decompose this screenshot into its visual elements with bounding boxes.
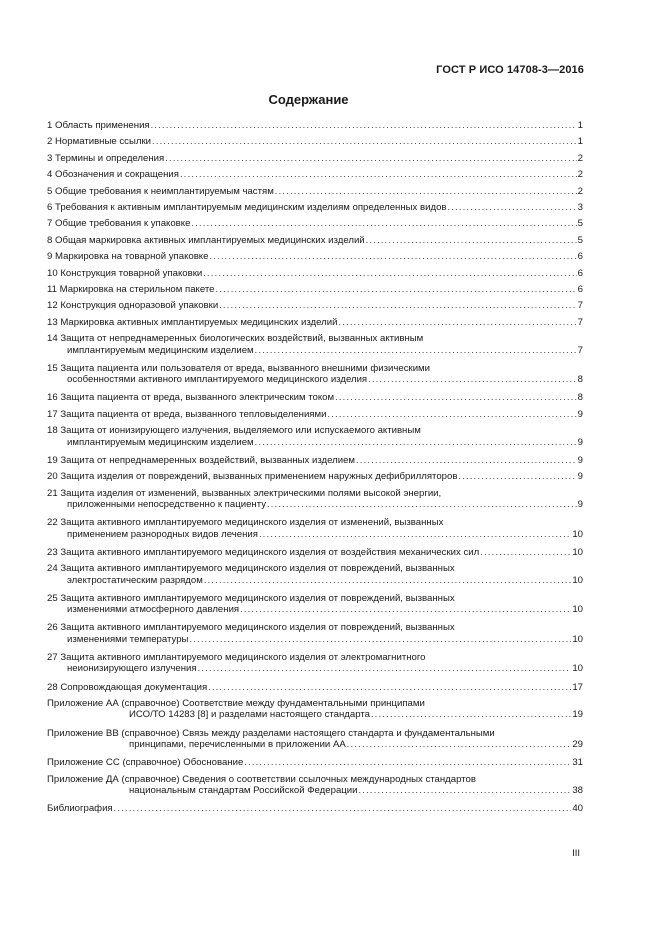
toc-entry[interactable]: [47, 803, 583, 814]
toc-entry-text: 27 Защита активного имплантируемого медицинского изделия от электромагнитного: [47, 652, 426, 663]
toc-entry[interactable]: [47, 268, 583, 279]
toc-page-number: 31: [572, 757, 583, 769]
toc-entry-text: 19 Защита от непреднамеренных воздействий, вызванных изделием: [47, 454, 356, 466]
toc-leader-dots: [480, 547, 571, 558]
toc-page-number: 2: [577, 185, 583, 197]
toc-page-number: 8: [577, 392, 583, 404]
toc-entry-text: имплантируемым медицинским изделием: [67, 344, 254, 356]
toc-leader-dots: [240, 604, 571, 615]
toc-page-number: 8: [577, 374, 583, 386]
toc-entry[interactable]: [47, 153, 583, 164]
toc-leader-dots: [338, 317, 576, 328]
toc-entry[interactable]: [47, 317, 583, 328]
toc-entry-text: 5 Общие требования к неимплантируемым частям: [47, 185, 274, 197]
toc-entry[interactable]: [47, 622, 583, 645]
toc-leader-dots: [208, 682, 571, 693]
toc-page-number: 17: [572, 681, 583, 693]
toc-entry[interactable]: [47, 593, 583, 616]
toc-page-number: 3: [577, 202, 583, 213]
toc-entry-text: 26 Защита активного имплантируемого медицинского изделия от повреждений, вызванных: [47, 622, 455, 634]
toc-page-number: 9: [577, 436, 583, 448]
toc-entry-text: 11 Маркировка на стерильном пакете: [47, 284, 215, 295]
toc-page-number: 10: [572, 574, 583, 586]
toc-entry-text: изменениями атмосферного давления: [67, 604, 240, 616]
toc-leader-dots: [255, 437, 577, 448]
toc-entry-text: 4 Обозначения и сокращения: [47, 169, 179, 181]
toc-page-number: 7: [577, 316, 583, 328]
toc-entry-text: 14 Защита от непреднамеренных биологических воздействий, вызванных активным: [47, 333, 424, 345]
toc-leader-dots: [275, 186, 577, 197]
toc-page-number: 40: [572, 803, 583, 815]
toc-page-number: 9: [577, 454, 583, 466]
toc-title: Содержание: [268, 92, 349, 107]
toc-leader-dots: [267, 499, 577, 510]
toc-entry[interactable]: [47, 333, 583, 356]
toc-entry-text: 9 Маркировка на товарной упаковке: [47, 251, 209, 263]
toc-page-number: 7: [577, 344, 583, 356]
toc-entry-text: 17 Защита пациента от вреда, вызванного тепловыделениями: [47, 408, 327, 420]
toc-entry-text: 24 Защита активного имплантируемого медицинского изделия от повреждений, вызванных: [47, 563, 455, 575]
toc-entry-text: 15 Защита пациента или пользователя от вреда, вызванного внешними физическими: [47, 362, 431, 374]
toc-entry[interactable]: [47, 136, 583, 147]
toc-leader-dots: [191, 218, 576, 229]
toc-entry[interactable]: [47, 202, 583, 213]
toc-page-number: 5: [577, 218, 583, 230]
toc-entry-text: ИСО/ТО 14283 [8] и разделами настоящего стандарта: [129, 709, 370, 721]
toc-entry-text: 28 Сопровождающая документация: [47, 681, 208, 693]
toc-entry-text: 7 Общие требования к упаковке: [47, 218, 191, 230]
toc-entry[interactable]: [47, 120, 583, 131]
toc-entry[interactable]: [47, 517, 583, 540]
toc-entry[interactable]: [47, 774, 583, 797]
toc-entry[interactable]: [47, 652, 583, 675]
toc-leader-dots: [347, 739, 572, 750]
toc-leader-dots: [359, 785, 572, 796]
toc-entry-text: 22 Защита активного имплантируемого медицинского изделия от изменений, вызванных: [47, 517, 444, 529]
toc-entry[interactable]: [47, 218, 583, 229]
toc-entry-text: особенностями активного имплантируемого медицинского изделия: [67, 374, 368, 386]
toc-entry[interactable]: [47, 169, 583, 180]
toc-page-number: 10: [572, 546, 583, 558]
toc-entry-text: приложенными непосредственно к пациенту: [67, 498, 266, 510]
toc-entry-text: Приложение СС (справочное) Обоснование: [47, 757, 244, 769]
toc-entry-text: 2 Нормативные ссылки: [47, 136, 152, 148]
toc-entry-text: электростатическим разрядом: [67, 574, 203, 586]
toc-page-number: 29: [572, 738, 583, 750]
toc-leader-dots: [458, 471, 576, 482]
toc-leader-dots: [189, 634, 571, 645]
toc-page-number: 6: [577, 284, 583, 295]
toc-leader-dots: [371, 709, 571, 720]
toc-entry-text: применением разнородных видов лечения: [67, 528, 258, 540]
toc-page-number: 6: [577, 251, 583, 263]
toc-entry[interactable]: [47, 251, 583, 262]
toc-leader-dots: [216, 284, 577, 295]
toc-leader-dots: [366, 235, 577, 246]
toc-entry-text: национальным стандартам Российской Федерации: [129, 784, 358, 796]
toc-entry-text: 3 Термины и определения: [47, 152, 165, 164]
toc-leader-dots: [204, 575, 572, 586]
toc-leader-dots: [244, 757, 571, 768]
toc-entry[interactable]: [47, 488, 583, 511]
toc-entry[interactable]: [47, 547, 583, 558]
toc-entry-text: 25 Защита активного имплантируемого медицинского изделия от повреждений, вызванных: [47, 592, 455, 604]
toc-leader-dots: [114, 803, 572, 814]
toc-page-number: 10: [572, 633, 583, 645]
toc-page-number: 1: [577, 136, 583, 148]
toc-leader-dots: [219, 300, 576, 311]
toc-entry-text: принципами, перечисленными в приложении АА: [129, 738, 346, 750]
toc-entry[interactable]: [47, 728, 583, 751]
toc-page-number: 10: [572, 663, 583, 675]
toc-page-number: 6: [577, 267, 583, 279]
toc-leader-dots: [152, 136, 577, 147]
toc-page-number: 19: [572, 709, 583, 721]
toc-page-number: 9: [577, 471, 583, 483]
toc-entry-text: Приложение АА (справочное) Соответствие между фундаментальными принципами: [47, 698, 425, 709]
toc-leader-dots: [255, 345, 577, 356]
toc-leader-dots: [356, 455, 577, 466]
toc-page-number: 10: [572, 528, 583, 540]
toc-leader-dots: [209, 251, 576, 262]
toc-page-number: 7: [577, 300, 583, 312]
toc-leader-dots: [203, 268, 576, 279]
toc-leader-dots: [368, 374, 577, 385]
toc-entry[interactable]: [47, 425, 583, 448]
toc-leader-dots: [151, 120, 577, 131]
toc-entry[interactable]: [47, 563, 583, 586]
toc-entry[interactable]: [47, 698, 583, 721]
toc-entry-text: изменениями температуры: [67, 633, 189, 645]
toc-entry-text: 23 Защита активного имплантируемого медицинского изделия от воздействия механических сил: [47, 546, 480, 558]
page-number: III: [572, 848, 580, 859]
toc-entry[interactable]: [47, 682, 583, 693]
toc-entry-text: неионизирующего излучения: [67, 663, 197, 675]
toc-page-number: 1: [577, 120, 583, 131]
toc-entry[interactable]: [47, 409, 583, 420]
toc-page-number: 9: [577, 408, 583, 420]
toc-leader-dots: [180, 169, 577, 180]
toc-entry[interactable]: [47, 757, 583, 768]
toc-entry-text: 8 Общая маркировка активных имплантируемых медицинских изделий: [47, 234, 365, 246]
toc-page-number: 2: [577, 169, 583, 181]
toc-leader-dots: [448, 202, 577, 213]
toc-entry-text: 1 Область применения: [47, 120, 150, 131]
toc-page-number: 38: [572, 784, 583, 796]
toc-entry[interactable]: [47, 235, 583, 246]
toc-page-number: 9: [577, 498, 583, 510]
toc-leader-dots: [335, 392, 577, 403]
toc-entry-text: Приложение ВВ (справочное) Связь между разделами настоящего стандарта и фундаментальными: [47, 727, 495, 739]
toc-entry[interactable]: [47, 392, 583, 403]
toc-leader-dots: [165, 153, 576, 164]
toc-entry-text: 12 Конструкция одноразовой упаковки: [47, 300, 219, 312]
toc-leader-dots: [259, 529, 571, 540]
toc-entry-text: 13 Маркировка активных имплантируемых медицинских изделий: [47, 316, 338, 328]
toc-entry[interactable]: [47, 471, 583, 482]
toc-entry-text: 16 Защита пациента от вреда, вызванного электрическим током: [47, 392, 335, 404]
toc-entry-text: 20 Защита изделия от повреждений, вызванных применением наружных дефибрилляторов: [47, 471, 458, 483]
toc-entry-text: имплантируемым медицинским изделием: [67, 436, 254, 448]
toc-entry-text: 10 Конструкция товарной упаковки: [47, 267, 203, 279]
toc-leader-dots: [198, 663, 572, 674]
toc-entry-text: 6 Требования к активным имплантируемым медицинским изделиям определенных видов: [47, 202, 447, 213]
toc-entry-text: Библиография: [47, 803, 113, 815]
toc-page-number: 2: [577, 152, 583, 164]
toc-entry[interactable]: [47, 186, 583, 197]
toc-page-number: 10: [572, 604, 583, 616]
toc-entry[interactable]: [47, 300, 583, 311]
toc-entry[interactable]: [47, 455, 583, 466]
toc-entry[interactable]: [47, 284, 583, 295]
toc-page-number: 5: [577, 234, 583, 246]
toc-entry-text: 21 Защита изделия от изменений, вызванных электрическими полями высокой энергии,: [47, 487, 442, 499]
toc-leader-dots: [327, 409, 576, 420]
toc-entry[interactable]: [47, 363, 583, 386]
document-standard-code: ГОСТ Р ИСО 14708-3—2016: [436, 64, 584, 76]
toc-entry-text: 18 Защита от ионизирующего излучения, выделяемого или испускаемого активным: [47, 425, 421, 437]
toc-entry-text: Приложение ДА (справочное) Сведения о соответствии ссылочных международных стандартов: [47, 773, 476, 785]
